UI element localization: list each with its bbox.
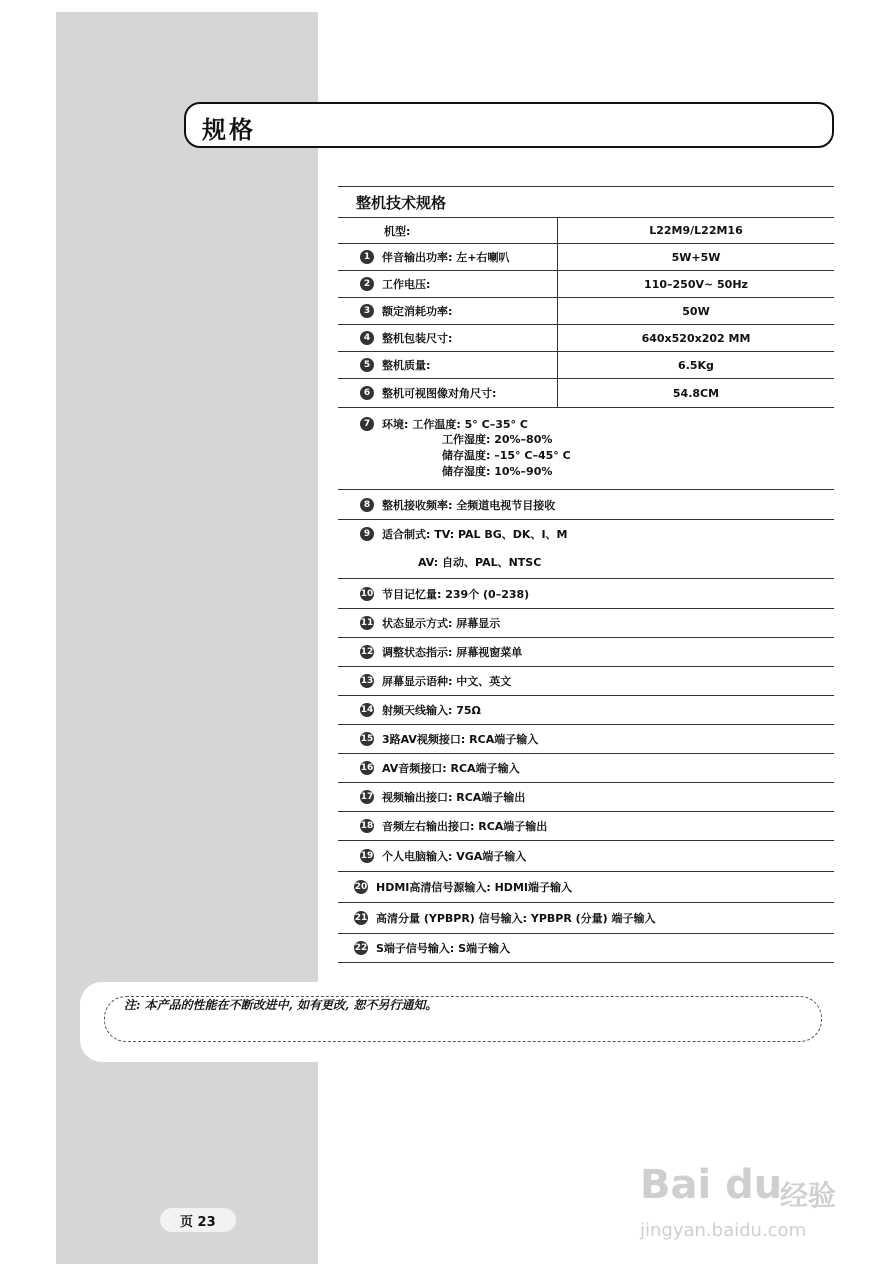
number-8-icon: 8 xyxy=(360,498,374,512)
environment-label: 环境: xyxy=(382,418,409,431)
number-18-icon: 18 xyxy=(360,821,374,831)
number-2-icon: 2 xyxy=(360,277,374,291)
list-item-text: 调整状态指示: 屏幕视窗菜单 xyxy=(382,646,523,659)
spec-table xyxy=(338,186,834,963)
number-15-icon: 15 xyxy=(360,734,374,744)
watermark xyxy=(640,1150,850,1250)
list-item xyxy=(338,754,834,783)
number-6-icon: 6 xyxy=(360,386,374,400)
watermark-url: jingyan.baidu.com xyxy=(640,1220,807,1241)
list-item xyxy=(338,783,834,812)
list-item xyxy=(338,490,834,520)
number-3-icon: 3 xyxy=(360,304,374,318)
list-item xyxy=(338,579,834,609)
table-row xyxy=(338,271,834,298)
number-1-icon: 1 xyxy=(360,250,374,264)
table-row-value: 6.5Kg xyxy=(678,358,714,372)
table-row-label-text: 工作电压: xyxy=(382,278,431,291)
table-row-label xyxy=(338,244,558,270)
number-21-icon: 21 xyxy=(354,913,368,923)
list-item xyxy=(338,638,834,667)
number-20-icon: 20 xyxy=(354,882,368,892)
number-10-icon: 10 xyxy=(360,588,374,599)
list-item xyxy=(338,520,834,548)
number-19-icon: 19 xyxy=(360,851,374,861)
number-17-icon: 17 xyxy=(360,792,374,802)
page-number-badge xyxy=(160,1208,236,1232)
number-22-icon: 22 xyxy=(354,943,368,953)
watermark-brand: Bai du xyxy=(640,1162,783,1208)
model-row xyxy=(338,218,834,244)
model-value: L22M9/L22M16 xyxy=(649,224,743,237)
table-row xyxy=(338,325,834,352)
environment-line-2: 工作湿度: 20%–80% xyxy=(442,433,553,446)
table-row xyxy=(338,352,834,379)
list-item xyxy=(338,667,834,696)
page-title: 规格 xyxy=(202,116,256,144)
environment-line-1: 工作温度: 5° C–35° C xyxy=(412,418,528,431)
list-item-text: HDMI高清信号源输入: HDMI端子输入 xyxy=(376,881,572,894)
list-item xyxy=(338,934,834,963)
list-item-text: AV音频接口: RCA端子输入 xyxy=(382,762,520,775)
page-number: 页 23 xyxy=(180,1215,216,1230)
table-row-label-text: 伴音输出功率: 左+右喇叭 xyxy=(382,251,510,264)
table-row-value: 110–250V~ 50Hz xyxy=(644,277,748,291)
number-16-icon: 16 xyxy=(360,763,374,773)
item-9-sub: AV: 自动、PAL、NTSC xyxy=(338,548,834,579)
left-gray-band xyxy=(56,12,318,1264)
table-row-value: 50W xyxy=(682,304,710,318)
list-item-text: 状态显示方式: 屏幕显示 xyxy=(382,617,501,630)
list-item xyxy=(338,609,834,638)
list-item-text: 音频左右输出接口: RCA端子输出 xyxy=(382,820,548,833)
item-9-text: 适合制式: TV: PAL BG、DK、I、M xyxy=(382,528,568,541)
table-row xyxy=(338,379,834,408)
number-11-icon: 11 xyxy=(360,618,374,628)
list-item xyxy=(338,872,834,903)
list-item-text: 视频输出接口: RCA端子输出 xyxy=(382,791,526,804)
table-row-label-text: 额定消耗功率: xyxy=(382,305,453,318)
environment-line-4: 储存湿度: 10%–90% xyxy=(442,465,553,478)
notice-text: 注: 本产品的性能在不断改进中, 如有更改, 恕不另行通知。 xyxy=(124,998,438,1012)
list-item xyxy=(338,696,834,725)
watermark-cn: 经验 xyxy=(780,1179,837,1212)
table-row-label xyxy=(338,325,558,351)
table-row xyxy=(338,244,834,271)
table-row-label-text: 整机包装尺寸: xyxy=(382,332,453,345)
list-item-text: 高清分量 (YPBPR) 信号输入: YPBPR (分量) 端子输入 xyxy=(376,912,656,925)
list-item-text: S端子信号输入: S端子输入 xyxy=(376,942,511,955)
table-row-value: 5W+5W xyxy=(671,250,721,264)
list-item xyxy=(338,841,834,872)
environment-row xyxy=(338,408,834,490)
list-item-text: 节目记忆量: 239个 (0–238) xyxy=(382,587,530,601)
list-item-text: 3路AV视频接口: RCA端子输入 xyxy=(382,733,539,746)
notice-box xyxy=(80,982,848,1062)
table-row-value: 54.8CM xyxy=(672,386,720,400)
list-item xyxy=(338,725,834,754)
model-label: 机型: xyxy=(338,218,558,243)
table-row-label-text: 整机质量: xyxy=(382,359,431,372)
table-row-label xyxy=(338,379,558,407)
list-item xyxy=(338,812,834,841)
list-item-text: 个人电脑输入: VGA端子输入 xyxy=(382,850,527,863)
number-4-icon: 4 xyxy=(360,331,374,345)
list-item xyxy=(338,903,834,934)
table-row-value: 640x520x202 MM xyxy=(641,331,751,345)
table-row-label xyxy=(338,271,558,297)
table-row-label xyxy=(338,352,558,378)
list-item-text: 射频天线输入: 75Ω xyxy=(382,704,481,717)
environment-line-3: 储存温度: –15° C–45° C xyxy=(442,449,571,462)
number-9-icon: 9 xyxy=(360,527,374,541)
section-title-box xyxy=(184,102,834,148)
spec-title-row xyxy=(338,186,834,218)
spec-section-title: 整机技术规格 xyxy=(356,194,447,212)
number-12-icon: 12 xyxy=(360,647,374,657)
number-7-icon: 7 xyxy=(360,417,374,431)
table-row xyxy=(338,298,834,325)
table-row-label-text: 整机可视图像对角尺寸: xyxy=(382,387,497,400)
list-item-text: 屏幕显示语种: 中文、英文 xyxy=(382,675,512,688)
number-5-icon: 5 xyxy=(360,358,374,372)
number-14-icon: 14 xyxy=(360,705,374,715)
table-row-label xyxy=(338,298,558,324)
number-13-icon: 13 xyxy=(360,676,374,686)
item-8-text: 整机接收频率: 全频道电视节目接收 xyxy=(382,498,556,512)
